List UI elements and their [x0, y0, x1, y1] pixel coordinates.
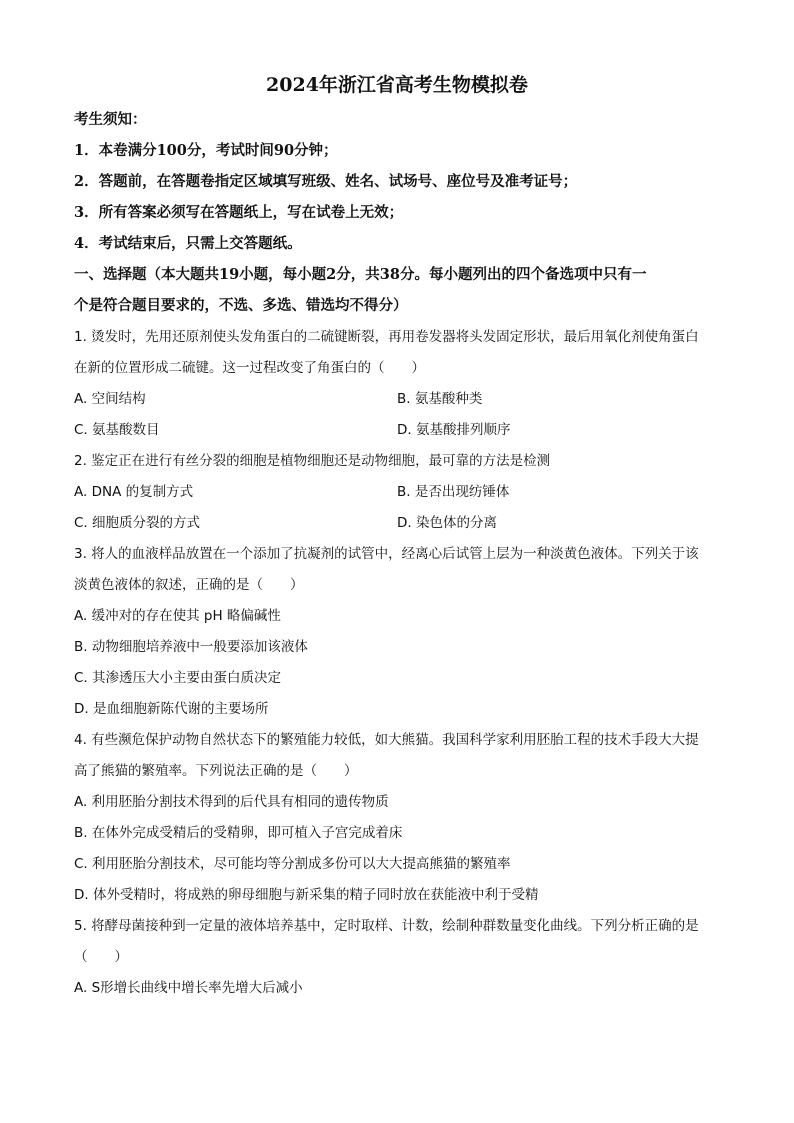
notice-item: 4．考试结束后，只需上交答题纸。: [74, 235, 302, 252]
section-heading: 个是符合题目要求的，不选、多选、错选均不得分）: [74, 297, 408, 314]
option: A. DNA 的复制方式: [74, 484, 194, 500]
notice-item: 1．本卷满分100分，考试时间90分钟；: [74, 142, 338, 159]
question-stem: 高了熊猫的繁殖率。下列说法正确的是（ ）: [74, 763, 358, 779]
option: C. 利用胚胎分割技术，尽可能均等分割成多份可以大大提高熊猫的繁殖率: [74, 856, 511, 872]
question-stem: 1. 烫发时，先用还原剂使头发角蛋白的二硫键断裂，再用卷发器将头发固定形状，最后用氧化剂使角蛋白: [74, 329, 699, 345]
option: C. 其渗透压大小主要由蛋白质决定: [74, 670, 282, 686]
question-stem: 5. 将酵母菌接种到一定量的液体培养基中，定时取样、计数，绘制种群数量变化曲线。下列分析正确的是: [74, 918, 699, 934]
option: B. 是否出现纺锤体: [397, 484, 510, 500]
question-stem: 4. 有些濒危保护动物自然状态下的繁殖能力较低，如大熊猫。我国科学家利用胚胎工程的技术手段大大提: [74, 732, 699, 748]
option: C. 细胞质分裂的方式: [74, 515, 201, 531]
question-stem: 淡黄色液体的叙述，正确的是（ ）: [74, 577, 304, 593]
option: B. 在体外完成受精后的受精卵，即可植入子宫完成着床: [74, 825, 403, 841]
option: D. 体外受精时，将成熟的卵母细胞与新采集的精子同时放在获能液中利于受精: [74, 887, 539, 903]
option: A. 缓冲对的存在使其 pH 略偏碱性: [74, 608, 281, 624]
question-stem: （ ）: [74, 949, 128, 965]
option: D. 是血细胞新陈代谢的主要场所: [74, 701, 269, 717]
option: C. 氨基酸数目: [74, 422, 160, 438]
option: A. 利用胚胎分割技术得到的后代具有相同的遗传物质: [74, 794, 389, 810]
option: B. 动物细胞培养液中一般要添加该液体: [74, 639, 308, 655]
option: D. 染色体的分离: [397, 515, 497, 531]
page-title: 2024年浙江省高考生物模拟卷: [266, 74, 528, 96]
notice-heading: 考生须知：: [74, 111, 147, 128]
question-stem: 2. 鉴定正在进行有丝分裂的细胞是植物细胞还是动物细胞，最可靠的方法是检测: [74, 453, 551, 469]
notice-item: 3．所有答案必须写在答题纸上，写在试卷上无效；: [74, 204, 404, 221]
option: A. S形增长曲线中增长率先增大后减小: [74, 980, 303, 996]
question-stem: 3. 将人的血液样品放置在一个添加了抗凝剂的试管中，经离心后试管上层为一种淡黄色液体。下列关于该: [74, 546, 699, 562]
notice-item: 2．答题前，在答题卷指定区域填写班级、姓名、试场号、座位号及准考证号；: [74, 173, 578, 190]
question-stem: 在新的位置形成二硫键。这一过程改变了角蛋白的（ ）: [74, 360, 425, 376]
option: B. 氨基酸种类: [397, 391, 483, 407]
option: A. 空间结构: [74, 391, 146, 407]
section-heading: 一、选择题（本大题共19小题，每小题2分，共38分。每小题列出的四个备选项中只有一: [74, 266, 647, 283]
option: D. 氨基酸排列顺序: [397, 422, 511, 438]
